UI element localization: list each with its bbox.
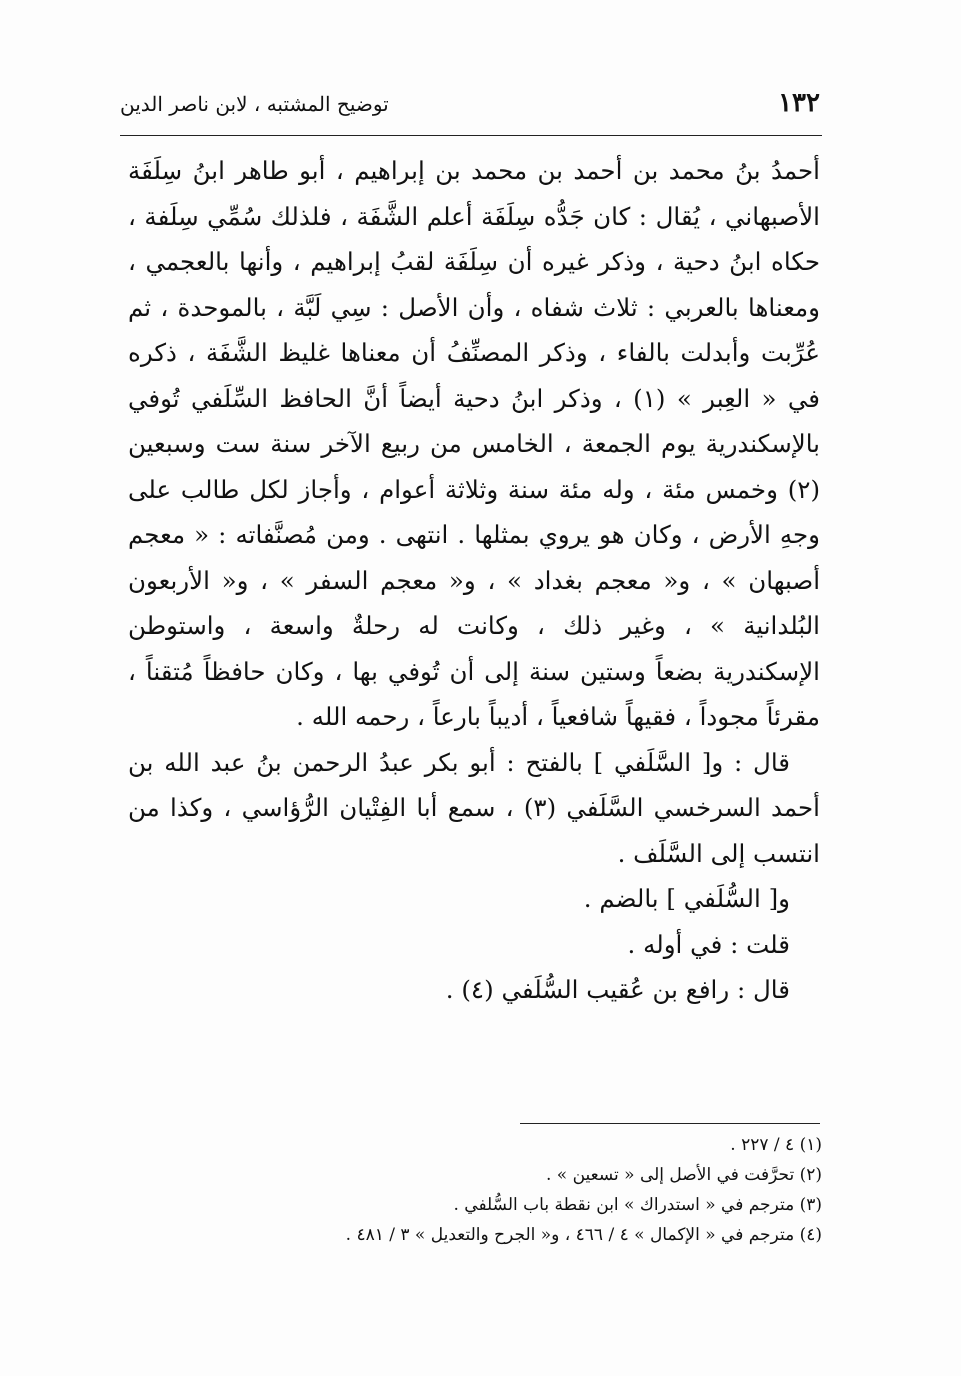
footnote-4: (٤) مترجم في « الإكمال » ٤ / ٤٦٦ ، و« الجرح والتعديل » ٣ / ٤٨١ . — [345, 1225, 822, 1245]
footnote-rule — [520, 1123, 820, 1124]
paragraph-salafi-entry: قال : و[ السَّلَفي ] بالفتح : أبو بكر عبدُ الرحمن بنُ عبد الله بن أحمد السرخسي السَّلَفي (٣) ، سمع أبا الفِتْيان الرُّؤاسي ، وكذا من انتسب إلى السَّلَف . — [128, 747, 820, 868]
line-sulafi-damma: و[ السُّلَفي ] بالضم . — [583, 884, 790, 913]
footnotes — [200, 1130, 822, 1250]
page-number: ١٣٢ — [778, 88, 820, 118]
footnote-1: (١) ٤ / ٢٢٧ . — [730, 1135, 822, 1155]
line-qultu: قلت : في أوله . — [627, 929, 790, 959]
book-title: توضيح المشتبه ، لابن ناصر الدين — [120, 92, 389, 116]
header-rule — [120, 135, 822, 136]
paragraph-silafa-entry: أحمدُ بنُ محمد بن أحمد بن محمد بن إبراهيم ، أبو طاهر ابنُ سِلَفَة الأصبهاني ، يُقال : كان جَدُّه سِلَفَة أعلم الشَّفَة ، فلذلك سُمِّي سِلَفة ، حكاه ابنُ دحية ، وذكر غيره أن سِلَفَة لقبُ إبراهيم ، وأنها بالعجمي ، ومعناها بالعربي : ثلاث شفاه ، وأن الأصل : سِي لَبَّة ، بالموحدة ، ثم عُرِّبت وأبدلت بالفاء ، وذكر المصنِّفُ أن معناها غليظ الشَّفَة ، ذكره في « العِبر » (١) ، وذكر ابنُ دحية أيضاً أنَّ الحافظ السِّلَفي تُوفي بالإسكندرية يوم الجمعة ، الخامس من ربيع الآخر سنة ست وسبعين (٢) وخمس مئة ، وله مئة سنة وثلاثة أعوام ، وأجاز لكل طالب على وجهِ الأرض ، وكان هو يروي بمثلها . انتهى . ومن مُصنَّفاته : « معجم أصبهان » ، و« معجم بغداد » ، و« معجم السفر » ، و« الأربعون البُلدانية » ، وغير ذلك ، وكانت له رحلةٌ واسعة ، واستوطن الإسكندرية بضعاً وستين سنة إلى أن تُوفي بها ، وكان حافظاً مُتقناً ، مقرئاً مجوداً ، فقيهاً شافعياً ، أديباً بارعاً ، رحمه الله . — [128, 156, 821, 731]
main-text — [128, 148, 820, 1013]
footnote-2: (٢) تحرَّفت في الأصل إلى « تسعين » . — [545, 1165, 822, 1185]
footnote-3: (٣) مترجم في « استدراك » ابن نقطة باب السُّلفي . — [453, 1195, 822, 1215]
running-head — [120, 88, 820, 128]
line-rafi-bin-uqayb: قال : رافع بن عُقيب السُّلَفي (٤) . — [445, 975, 790, 1004]
